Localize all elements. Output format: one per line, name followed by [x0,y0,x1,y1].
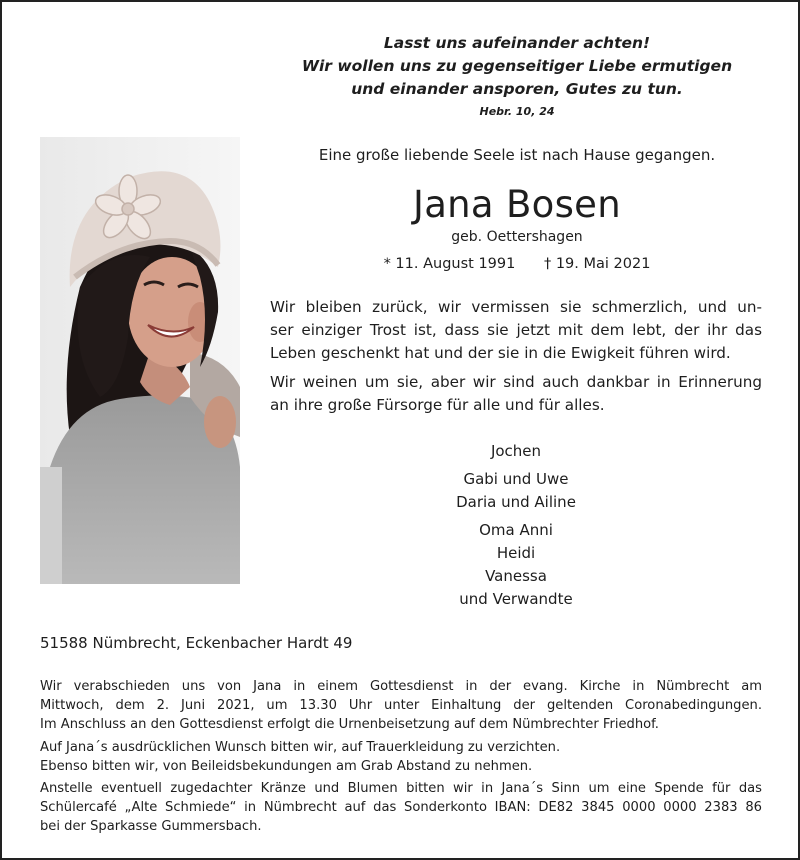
notice-line: bei der Sparkasse Gummersbach. [40,819,262,834]
donation-notice [40,779,762,836]
quote-line: Lasst uns aufeinander achten! [383,34,651,52]
paragraph-line: Wir bleiben zurück, wir vermissen sie schmerzlich, und un- [270,298,762,316]
death-date: † 19. Mai 2021 [543,256,651,272]
paragraph-line: Wir weinen um sie, aber wir sind auch dankbar in Erinnerung [270,373,762,391]
notice-line: Anstelle eventuell zugedachter Kränze und Blumen bitten wir in Jana´s Sinn um eine Spende für das [40,781,762,796]
notice-line: Schülercafé „Alte Schmiede“ in Nümbrecht auf das Sonderkonto IBAN: DE82 3845 0000 0000 2383 86 [40,800,762,815]
mourner-name: Heidi [496,544,536,562]
paragraph-line: an ihre große Fürsorge für alle und für alles. [270,396,605,414]
bible-quote [272,32,762,121]
quote-line: Wir wollen uns zu gegenseitiger Liebe ermutigen [301,57,733,75]
paragraph-line: ser einziger Trost ist, dass sie jetzt mit dem lebt, der ihr das [270,321,762,339]
paragraph-line: Leben geschenkt hat und der sie in die Ewigkeit führen wird. [270,344,731,362]
portrait-image [40,137,240,584]
mourner-name: und Verwandte [459,590,573,608]
service-notice [40,677,762,734]
request-notice [40,738,762,776]
quote-source: Hebr. 10, 24 [479,105,555,118]
deceased-name: Jana Bosen [413,183,621,226]
notice-line: Ebenso bitten wir, von Beileidsbekundungen am Grab Abstand zu nehmen. [40,759,533,774]
mourner-name: Gabi und Uwe [463,470,569,488]
maiden-name: geb. Oettershagen [451,229,583,245]
deceased-info [272,144,762,274]
birth-date: * 11. August 1991 [383,256,516,272]
notice-line: Wir verabschieden uns von Jana in einem Gottesdienst in der evang. Kirche in Nümbrecht am [40,679,762,694]
mourner-name: Oma Anni [479,521,553,539]
life-dates [272,254,762,274]
mourner-name: Vanessa [485,567,547,585]
portrait-photo [40,137,240,584]
gratitude-paragraph [270,371,762,417]
mourning-paragraph [270,296,762,365]
mourner-name: Jochen [490,442,542,460]
mourner-name: Daria und Ailine [456,493,576,511]
family-address: 51588 Nümbrecht, Eckenbacher Hardt 49 [40,634,353,652]
mourners-list [416,440,616,611]
notice-line: Im Anschluss an den Gottesdienst erfolgt die Urnenbeisetzung auf dem Nümbrechter Friedhof. [40,717,659,732]
intro-line: Eine große liebende Seele ist nach Hause gegangen. [318,146,716,164]
notice-line: Mittwoch, dem 2. Juni 2021, um 13.30 Uhr unter Einhaltung der geltenden Coronabedingungen. [40,698,762,713]
quote-line: und einander ansporen, Gutes zu tun. [351,80,683,98]
notice-line: Auf Jana´s ausdrücklichen Wunsch bitten wir, auf Trauerkleidung zu verzichten. [40,740,561,755]
